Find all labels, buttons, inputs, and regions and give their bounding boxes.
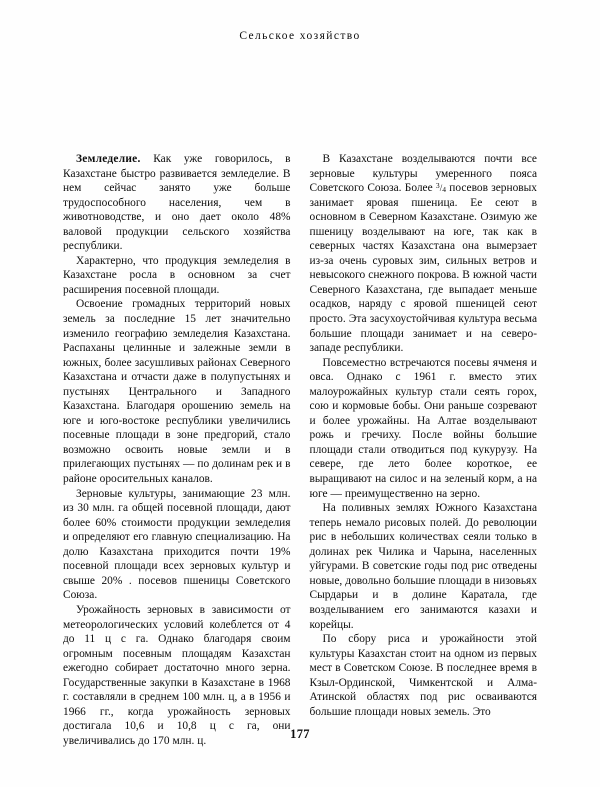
paragraph: На поливных землях Южного Казахстана теперь немало рисовых полей. До революции рис в небольших количествах сеяли только в долинах рек Чилика и Чарына, населенных уйгурами. В советские годы под рис отведены новые, довольно большие площади в низовьях Сырдарьи и в долине Каратала, где возделыванием его занимаются казахи и корейцы. xyxy=(309,502,537,631)
paragraph: Освоение громадных территорий новых земель за последние 15 лет значительно изменило географию земледелия Казахстана. Распаханы целинные и залежные земли в южных, более засушливых районах Северного Казахстана и отчасти даже в полупустынях и пустынях Центрального и Западного Казахстана. Благодаря орошению земель на юге и юго-востоке республики увеличились посевные площади в зоне предгорий, стало возможно освоить новые земли и в прилегающих пустынях — по долинам рек и в районе оросительных каналов. xyxy=(63,298,291,486)
paragraph: По сбору риса и урожайности этой культуры Казахстан стоит на одном из первых мест в Советском Союзе. В последнее время в Кзыл-Ординской, Чимкентской и Алма-Атинской областях под рис осваиваются большие площади новых земель. Это xyxy=(309,633,537,718)
paragraph: Повсеместно встречаются посевы ячменя и овса. Однако с 1961 г. вместо этих малоурожайных культур стали сеять горох, сою и кормовые бобы. Они раньше созревают и более урожайны. На Алтае возделывают рожь и гречиху. После войны большие площади стали отводиться под кукурузу. На севере, где лето более короткое, ее выращивают на силос и на зеленый корм, а на юге — преимущественно на зерно. xyxy=(309,356,537,500)
right-column xyxy=(310,152,538,748)
paragraph xyxy=(310,152,538,356)
fraction-three-quarters: $^3/_4$ xyxy=(435,180,447,194)
page-number: 177 xyxy=(290,727,310,741)
paragraph: Характерно, что продукция земледелия в Казахстане росла в основном за счет расширения посевной площади. xyxy=(63,254,291,296)
paragraph-lead-in: Земледелие. xyxy=(76,153,141,165)
paragraph: Урожайность зерновых в зависимости от метеорологических условий колеблется от 4 до 11 ц с га. Однако благодаря своим огромным посевным площадям Казахстан ежегодно собирает достаточно много зерна. Государственные закупки в Казахстане в 1968 г. составляли в среднем 100 млн. ц, а в 1956 и 1966 гг., когда урожайность зерновых достигала 10,6 и 10,8 ц с га, они увеличивались до 170 млн. ц. xyxy=(63,603,291,747)
left-column xyxy=(63,152,291,748)
fraction-numerator: 3 xyxy=(435,180,440,190)
paragraph-text-before-fraction: В Казахстане возделываются почти все зерновые культуры умеренного пояса Советского Союза. Более xyxy=(309,153,537,195)
paragraph-text-after-fraction: посевов зерновых занимает яровая пшеница. Ее сеют в основном в Северном Казахстане. Озимую же пшеницу возделывают на юге, так как в северных частях Казахстана она вымерзает из-за очень суровых зим, сильных ветров и невысокого снежного покрова. В южной части Северного Казахстана, где выпадает меньше осадков, наряду с яровой пшеницей сеют просто. Эта засухоустойчивая культура весьма большие площади занимает и на северо-западе республики. xyxy=(309,182,537,355)
body-columns xyxy=(63,152,537,748)
fraction-denominator: 4 xyxy=(442,185,447,194)
running-head: Сельское хозяйство xyxy=(239,30,361,42)
paragraph-text: Как уже говорилось, в Казахстане быстро развивается земледелие. В нем сейчас занято уже больше трудоспособного населения, чем в животноводстве, и оно дает около 48% валовой продукции сельского хозяйства республики. xyxy=(63,153,291,253)
paragraph: Зерновые культуры, занимающие 23 млн. из 30 млн. га общей посевной площади, дают более 60% стоимости продукции земледелия и определяют его главную специализацию. На долю Казахстана приходится почти 19% посевной площади всех зерновых культур и свыше 20% . посевов пшеницы Советского Союза. xyxy=(63,487,291,602)
paragraph xyxy=(63,152,291,254)
